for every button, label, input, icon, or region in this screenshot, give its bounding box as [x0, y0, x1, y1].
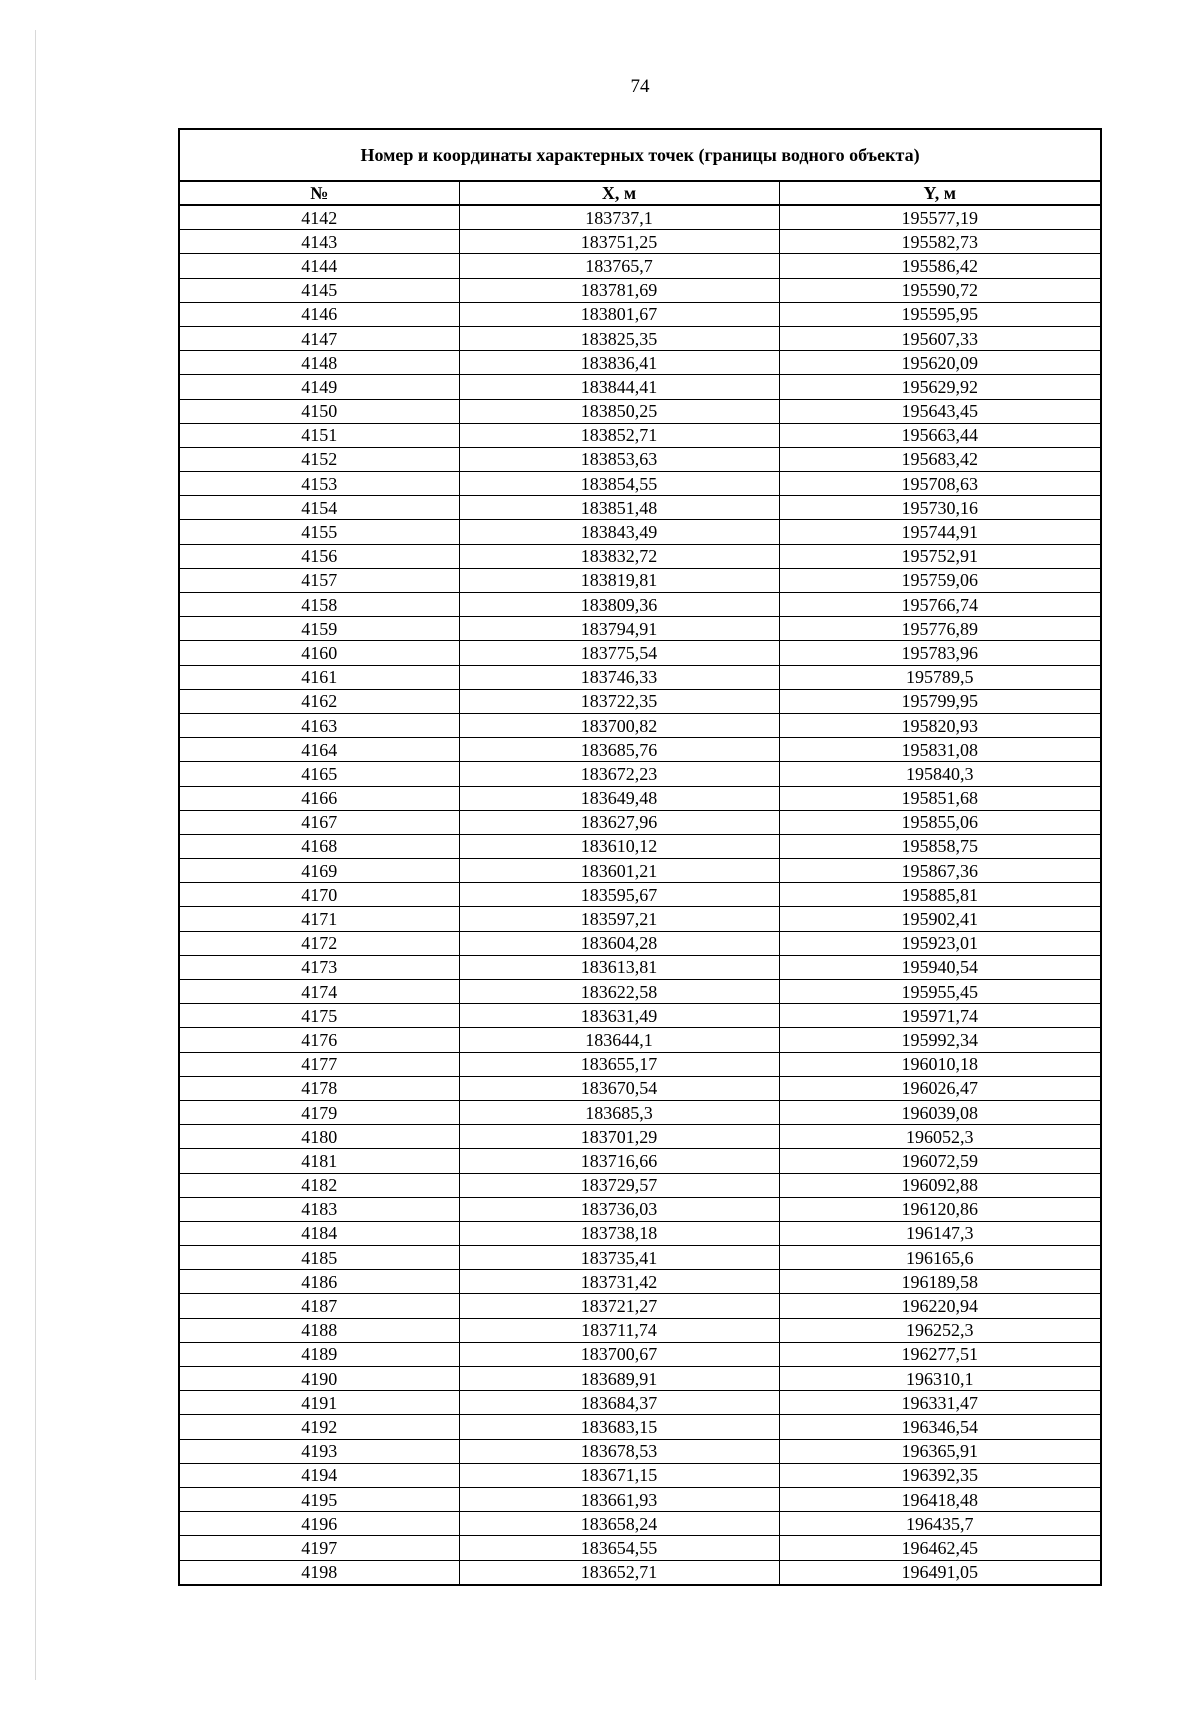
cell-number: 4157: [179, 568, 459, 592]
cell-y: 195783,96: [779, 641, 1101, 665]
cell-number: 4149: [179, 375, 459, 399]
cell-x: 183689,91: [459, 1367, 779, 1391]
table-row: [179, 254, 1101, 278]
cell-y: 195607,33: [779, 326, 1101, 350]
table-row: [179, 1463, 1101, 1487]
cell-x: 183672,23: [459, 762, 779, 786]
table-row: [179, 931, 1101, 955]
cell-y: 195940,54: [779, 955, 1101, 979]
cell-y: 196092,88: [779, 1173, 1101, 1197]
table-row: [179, 1052, 1101, 1076]
cell-number: 4152: [179, 447, 459, 471]
table-row: [179, 1318, 1101, 1342]
table-row: [179, 1560, 1101, 1585]
table-row: [179, 351, 1101, 375]
cell-number: 4182: [179, 1173, 459, 1197]
cell-y: 196026,47: [779, 1076, 1101, 1100]
cell-y: 195885,81: [779, 883, 1101, 907]
cell-number: 4145: [179, 278, 459, 302]
cell-number: 4197: [179, 1536, 459, 1560]
cell-x: 183819,81: [459, 568, 779, 592]
cell-x: 183751,25: [459, 230, 779, 254]
cell-x: 183655,17: [459, 1052, 779, 1076]
cell-y: 196392,35: [779, 1463, 1101, 1487]
cell-x: 183670,54: [459, 1076, 779, 1100]
cell-x: 183731,42: [459, 1270, 779, 1294]
table-row: [179, 1367, 1101, 1391]
cell-y: 196331,47: [779, 1391, 1101, 1415]
cell-x: 183711,74: [459, 1318, 779, 1342]
table-row: [179, 1294, 1101, 1318]
cell-x: 183658,24: [459, 1512, 779, 1536]
table-row: [179, 1391, 1101, 1415]
cell-y: 195776,89: [779, 617, 1101, 641]
cell-y: 196346,54: [779, 1415, 1101, 1439]
cell-number: 4167: [179, 810, 459, 834]
table-row: [179, 520, 1101, 544]
cell-y: 195831,08: [779, 738, 1101, 762]
cell-number: 4185: [179, 1246, 459, 1270]
scan-edge-line: [35, 30, 36, 1680]
cell-y: 196462,45: [779, 1536, 1101, 1560]
table-row: [179, 326, 1101, 350]
cell-y: 195820,93: [779, 713, 1101, 737]
table-row: [179, 1221, 1101, 1245]
table-row: [179, 1028, 1101, 1052]
cell-y: 196165,6: [779, 1246, 1101, 1270]
cell-y: 196491,05: [779, 1560, 1101, 1585]
cell-x: 183661,93: [459, 1487, 779, 1511]
table-row: [179, 1487, 1101, 1511]
cell-number: 4142: [179, 205, 459, 230]
cell-x: 183649,48: [459, 786, 779, 810]
cell-y: 195663,44: [779, 423, 1101, 447]
table-row: [179, 1076, 1101, 1100]
cell-y: 196277,51: [779, 1342, 1101, 1366]
table-row: [179, 278, 1101, 302]
cell-x: 183738,18: [459, 1221, 779, 1245]
cell-x: 183683,15: [459, 1415, 779, 1439]
table-row: [179, 593, 1101, 617]
table-row: [179, 810, 1101, 834]
cell-y: 195992,34: [779, 1028, 1101, 1052]
cell-y: 196310,1: [779, 1367, 1101, 1391]
table-row: [179, 786, 1101, 810]
cell-number: 4181: [179, 1149, 459, 1173]
cell-number: 4158: [179, 593, 459, 617]
cell-number: 4188: [179, 1318, 459, 1342]
cell-number: 4191: [179, 1391, 459, 1415]
cell-number: 4168: [179, 834, 459, 858]
cell-number: 4162: [179, 689, 459, 713]
cell-y: 196039,08: [779, 1100, 1101, 1124]
cell-number: 4171: [179, 907, 459, 931]
cell-y: 195708,63: [779, 472, 1101, 496]
table-row: [179, 1149, 1101, 1173]
column-header-number: №: [179, 181, 459, 205]
cell-x: 183825,35: [459, 326, 779, 350]
table-row: [179, 738, 1101, 762]
cell-x: 183843,49: [459, 520, 779, 544]
cell-x: 183684,37: [459, 1391, 779, 1415]
cell-number: 4178: [179, 1076, 459, 1100]
table-row: [179, 1342, 1101, 1366]
table-row: [179, 1536, 1101, 1560]
cell-number: 4192: [179, 1415, 459, 1439]
table-row: [179, 423, 1101, 447]
cell-number: 4160: [179, 641, 459, 665]
cell-number: 4169: [179, 859, 459, 883]
table-row: [179, 762, 1101, 786]
cell-x: 183746,33: [459, 665, 779, 689]
table-row: [179, 302, 1101, 326]
table-row: [179, 980, 1101, 1004]
table-row: [179, 1415, 1101, 1439]
cell-number: 4193: [179, 1439, 459, 1463]
cell-number: 4156: [179, 544, 459, 568]
table-row: [179, 955, 1101, 979]
cell-y: 196365,91: [779, 1439, 1101, 1463]
cell-number: 4190: [179, 1367, 459, 1391]
cell-x: 183775,54: [459, 641, 779, 665]
cell-x: 183644,1: [459, 1028, 779, 1052]
column-header-x: X, м: [459, 181, 779, 205]
cell-y: 195789,5: [779, 665, 1101, 689]
cell-y: 196052,3: [779, 1125, 1101, 1149]
cell-y: 196220,94: [779, 1294, 1101, 1318]
cell-x: 183627,96: [459, 810, 779, 834]
cell-y: 195629,92: [779, 375, 1101, 399]
cell-number: 4189: [179, 1342, 459, 1366]
cell-y: 196418,48: [779, 1487, 1101, 1511]
cell-y: 195577,19: [779, 205, 1101, 230]
cell-number: 4164: [179, 738, 459, 762]
cell-x: 183836,41: [459, 351, 779, 375]
cell-x: 183631,49: [459, 1004, 779, 1028]
table-header-row: [179, 181, 1101, 205]
cell-y: 195590,72: [779, 278, 1101, 302]
cell-y: 195586,42: [779, 254, 1101, 278]
cell-y: 195855,06: [779, 810, 1101, 834]
cell-x: 183729,57: [459, 1173, 779, 1197]
cell-x: 183701,29: [459, 1125, 779, 1149]
table-caption: Номер и координаты характерных точек (границы водного объекта): [179, 129, 1101, 181]
cell-number: 4183: [179, 1197, 459, 1221]
cell-number: 4172: [179, 931, 459, 955]
table-row: [179, 375, 1101, 399]
cell-number: 4176: [179, 1028, 459, 1052]
cell-x: 183736,03: [459, 1197, 779, 1221]
cell-y: 196189,58: [779, 1270, 1101, 1294]
cell-x: 183809,36: [459, 593, 779, 617]
cell-x: 183700,82: [459, 713, 779, 737]
table-row: [179, 447, 1101, 471]
table-caption-row: [179, 129, 1101, 181]
cell-x: 183595,67: [459, 883, 779, 907]
cell-x: 183716,66: [459, 1149, 779, 1173]
cell-x: 183685,76: [459, 738, 779, 762]
table-row: [179, 568, 1101, 592]
cell-y: 195582,73: [779, 230, 1101, 254]
cell-x: 183852,71: [459, 423, 779, 447]
table-row: [179, 1439, 1101, 1463]
cell-y: 195902,41: [779, 907, 1101, 931]
cell-y: 196147,3: [779, 1221, 1101, 1245]
cell-number: 4161: [179, 665, 459, 689]
cell-number: 4198: [179, 1560, 459, 1585]
cell-y: 196435,7: [779, 1512, 1101, 1536]
table-row: [179, 883, 1101, 907]
cell-x: 183597,21: [459, 907, 779, 931]
table-row: [179, 859, 1101, 883]
cell-number: 4148: [179, 351, 459, 375]
cell-y: 195759,06: [779, 568, 1101, 592]
table-row: [179, 544, 1101, 568]
table-row: [179, 399, 1101, 423]
cell-x: 183622,58: [459, 980, 779, 1004]
cell-number: 4184: [179, 1221, 459, 1245]
cell-number: 4154: [179, 496, 459, 520]
cell-x: 183610,12: [459, 834, 779, 858]
table-row: [179, 834, 1101, 858]
coordinates-table: [178, 128, 1102, 1586]
table-row: [179, 1197, 1101, 1221]
cell-y: 195867,36: [779, 859, 1101, 883]
cell-y: 195799,95: [779, 689, 1101, 713]
cell-number: 4146: [179, 302, 459, 326]
cell-number: 4159: [179, 617, 459, 641]
cell-number: 4170: [179, 883, 459, 907]
table-row: [179, 641, 1101, 665]
cell-x: 183737,1: [459, 205, 779, 230]
cell-x: 183652,71: [459, 1560, 779, 1585]
table-row: [179, 1246, 1101, 1270]
cell-y: 195643,45: [779, 399, 1101, 423]
cell-x: 183613,81: [459, 955, 779, 979]
table-row: [179, 689, 1101, 713]
table-row: [179, 713, 1101, 737]
cell-y: 196072,59: [779, 1149, 1101, 1173]
column-header-y: Y, м: [779, 181, 1101, 205]
cell-number: 4151: [179, 423, 459, 447]
cell-number: 4187: [179, 1294, 459, 1318]
cell-x: 183765,7: [459, 254, 779, 278]
cell-x: 183735,41: [459, 1246, 779, 1270]
cell-number: 4195: [179, 1487, 459, 1511]
cell-number: 4155: [179, 520, 459, 544]
table-row: [179, 1125, 1101, 1149]
cell-y: 195955,45: [779, 980, 1101, 1004]
cell-x: 183794,91: [459, 617, 779, 641]
cell-x: 183604,28: [459, 931, 779, 955]
cell-y: 195744,91: [779, 520, 1101, 544]
cell-x: 183844,41: [459, 375, 779, 399]
cell-y: 195766,74: [779, 593, 1101, 617]
cell-y: 196010,18: [779, 1052, 1101, 1076]
cell-x: 183850,25: [459, 399, 779, 423]
table-row: [179, 1100, 1101, 1124]
cell-number: 4150: [179, 399, 459, 423]
cell-number: 4144: [179, 254, 459, 278]
cell-y: 195730,16: [779, 496, 1101, 520]
table-row: [179, 496, 1101, 520]
cell-number: 4194: [179, 1463, 459, 1487]
cell-number: 4180: [179, 1125, 459, 1149]
page-number: 74: [630, 76, 650, 97]
cell-x: 183601,21: [459, 859, 779, 883]
table-body: [179, 205, 1101, 1585]
cell-y: 195851,68: [779, 786, 1101, 810]
cell-number: 4166: [179, 786, 459, 810]
cell-number: 4163: [179, 713, 459, 737]
cell-y: 195858,75: [779, 834, 1101, 858]
cell-y: 195752,91: [779, 544, 1101, 568]
table-row: [179, 1512, 1101, 1536]
cell-number: 4196: [179, 1512, 459, 1536]
cell-y: 195923,01: [779, 931, 1101, 955]
table-row: [179, 1173, 1101, 1197]
cell-x: 183721,27: [459, 1294, 779, 1318]
cell-y: 196252,3: [779, 1318, 1101, 1342]
cell-number: 4165: [179, 762, 459, 786]
cell-x: 183781,69: [459, 278, 779, 302]
cell-x: 183851,48: [459, 496, 779, 520]
table-row: [179, 205, 1101, 230]
cell-x: 183671,15: [459, 1463, 779, 1487]
cell-y: 196120,86: [779, 1197, 1101, 1221]
table-row: [179, 472, 1101, 496]
cell-x: 183685,3: [459, 1100, 779, 1124]
table-row: [179, 617, 1101, 641]
cell-x: 183700,67: [459, 1342, 779, 1366]
cell-y: 195620,09: [779, 351, 1101, 375]
table-row: [179, 1004, 1101, 1028]
table-row: [179, 230, 1101, 254]
cell-y: 195595,95: [779, 302, 1101, 326]
cell-x: 183832,72: [459, 544, 779, 568]
table-row: [179, 907, 1101, 931]
coordinates-table-container: [178, 128, 1100, 1586]
cell-number: 4147: [179, 326, 459, 350]
table-row: [179, 665, 1101, 689]
cell-number: 4175: [179, 1004, 459, 1028]
cell-x: 183722,35: [459, 689, 779, 713]
cell-y: 195840,3: [779, 762, 1101, 786]
cell-number: 4153: [179, 472, 459, 496]
cell-x: 183654,55: [459, 1536, 779, 1560]
cell-x: 183853,63: [459, 447, 779, 471]
cell-x: 183801,67: [459, 302, 779, 326]
cell-y: 195971,74: [779, 1004, 1101, 1028]
cell-number: 4173: [179, 955, 459, 979]
table-row: [179, 1270, 1101, 1294]
cell-x: 183854,55: [459, 472, 779, 496]
cell-number: 4177: [179, 1052, 459, 1076]
cell-number: 4143: [179, 230, 459, 254]
cell-x: 183678,53: [459, 1439, 779, 1463]
cell-number: 4174: [179, 980, 459, 1004]
cell-number: 4186: [179, 1270, 459, 1294]
cell-number: 4179: [179, 1100, 459, 1124]
cell-y: 195683,42: [779, 447, 1101, 471]
